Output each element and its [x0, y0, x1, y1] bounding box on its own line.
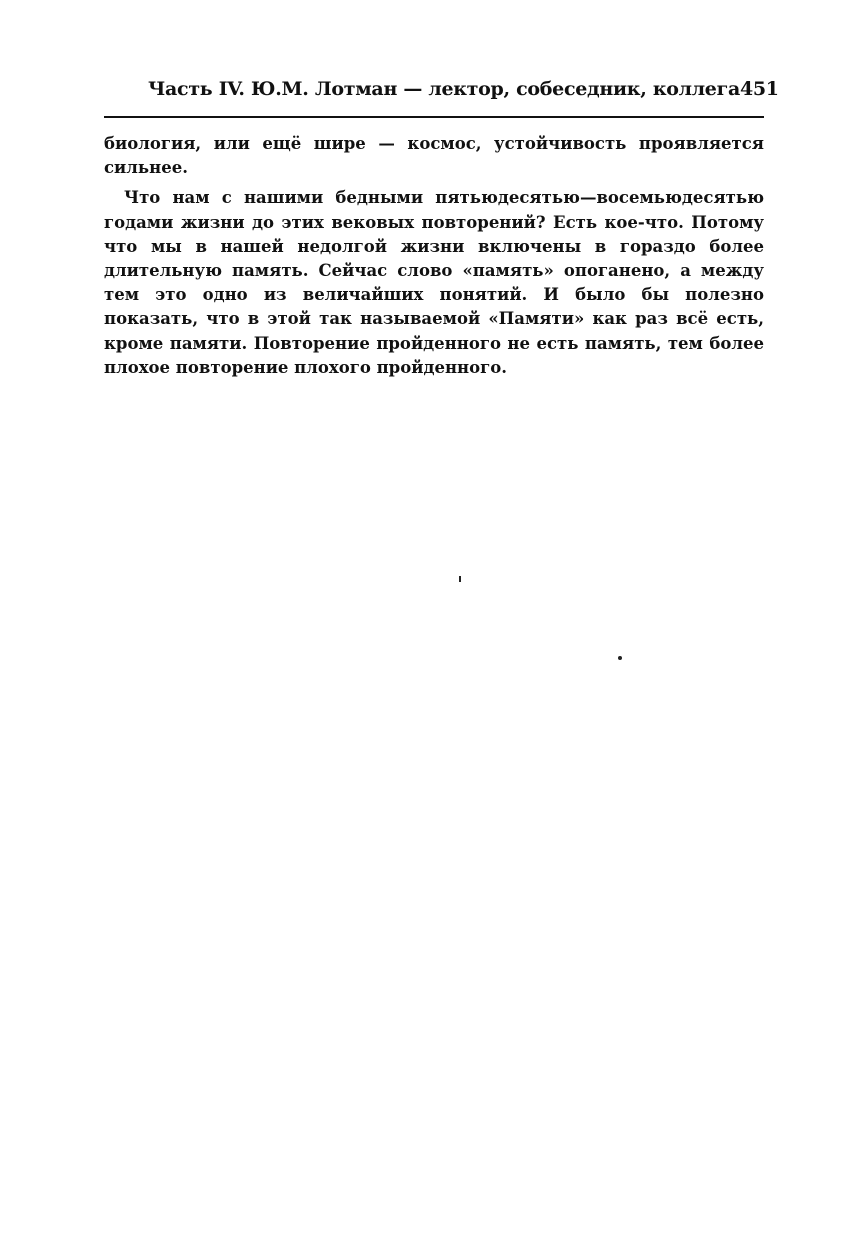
scan-speck: [459, 576, 461, 582]
running-head: [148, 78, 779, 100]
running-title: Часть IV. Ю.М. Лотман — лектор, собеседник, коллега: [148, 78, 740, 100]
body-text: [104, 132, 764, 380]
paragraph: Что нам с нашими бедными пятьюдесятью—восемьюдесятью годами жизни до этих вековых повторений? Есть кое-что. Потому что мы в нашей недолгой жизни включены в гораздо более длительную память. Сейчас слово «память» опоганено, а между тем это одно из величайших понятий. И было бы полезно показать, что в этой так называемой «Памяти» как раз всё есть, кроме памяти. Повторение пройденного не есть память, тем более плохое повторение плохого пройденного.: [104, 188, 764, 377]
paragraph-continuation: биология, или ещё шире — космос, устойчивость проявляется сильнее.: [104, 134, 764, 178]
scan-speck: [618, 656, 622, 660]
page-number: 451: [739, 78, 779, 100]
header-rule: [104, 116, 764, 118]
